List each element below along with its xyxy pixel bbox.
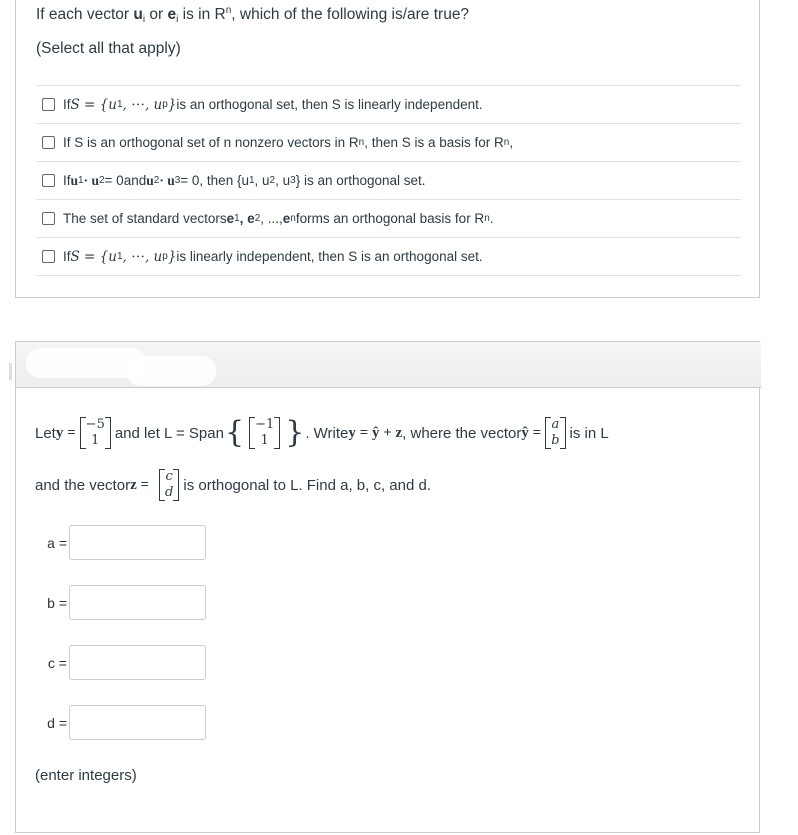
checkbox[interactable]	[42, 174, 55, 187]
checkbox[interactable]	[42, 250, 55, 263]
option-3[interactable]: If u 1 · u 2 = 0 and u 2 · u 3 = 0 , then {u 1 , u 2 , u 3 } is an orthogonal set.	[36, 161, 741, 199]
question-2-card	[15, 341, 760, 833]
field-c-label: c =	[47, 654, 67, 671]
field-a-label: a =	[47, 534, 67, 551]
vector-z: c d	[159, 469, 179, 501]
answer-b-input[interactable]	[69, 585, 206, 620]
field-b-label: b =	[47, 594, 67, 611]
field-b	[34, 585, 206, 620]
option-5[interactable]: If S = {u 1 , ⋅⋅⋅, u p } is linearly independent, then S is an orthogonal set.	[36, 237, 741, 276]
right-brace: }	[285, 415, 305, 450]
question-1-instruction: (Select all that apply)	[36, 40, 181, 57]
problem-line-1: Let y = −5 1 and let L = Span { −1 1 } . Write y = ŷ + z , where the vector ŷ = a b is in L	[35, 415, 609, 450]
answer-c-input[interactable]	[69, 645, 206, 680]
redaction-blob	[126, 356, 216, 386]
answer-d-input[interactable]	[69, 705, 206, 740]
vector-y: −5 1	[80, 417, 111, 449]
redacted-header	[16, 342, 761, 388]
vector-yhat: a b	[545, 417, 565, 449]
question-1-card	[15, 0, 760, 298]
problem-line-2: and the vector z = c d is orthogonal to L. Find a, b, c, and d.	[35, 469, 432, 500]
field-a	[34, 525, 206, 560]
option-4[interactable]: The set of standard vectors e 1 , e 2 , ..., e n forms an orthogonal basis for R n .	[36, 199, 741, 237]
checkbox[interactable]	[42, 136, 55, 149]
field-c	[34, 645, 206, 680]
options-list	[36, 85, 741, 276]
question-1-title: If each vector $u_i$ or $e_i$ is in $R^n$, which of the following is/are true?	[36, 5, 470, 25]
field-d	[34, 705, 206, 740]
instruction-note: (enter integers)	[35, 767, 137, 784]
answer-a-input[interactable]	[69, 525, 206, 560]
edge-marker	[9, 363, 12, 380]
field-d-label: d =	[47, 714, 67, 731]
checkbox[interactable]	[42, 98, 55, 111]
left-brace: {	[224, 415, 245, 450]
checkbox[interactable]	[42, 212, 55, 225]
span-vector: −1 1	[249, 417, 280, 449]
option-1[interactable]: If S = {u 1 , ⋅⋅⋅, u p } is an orthogonal set, then S is linearly independent.	[36, 85, 741, 123]
option-2[interactable]: If S is an orthogonal set of n nonzero vectors in R n , then S is a basis for R n ,	[36, 123, 741, 161]
